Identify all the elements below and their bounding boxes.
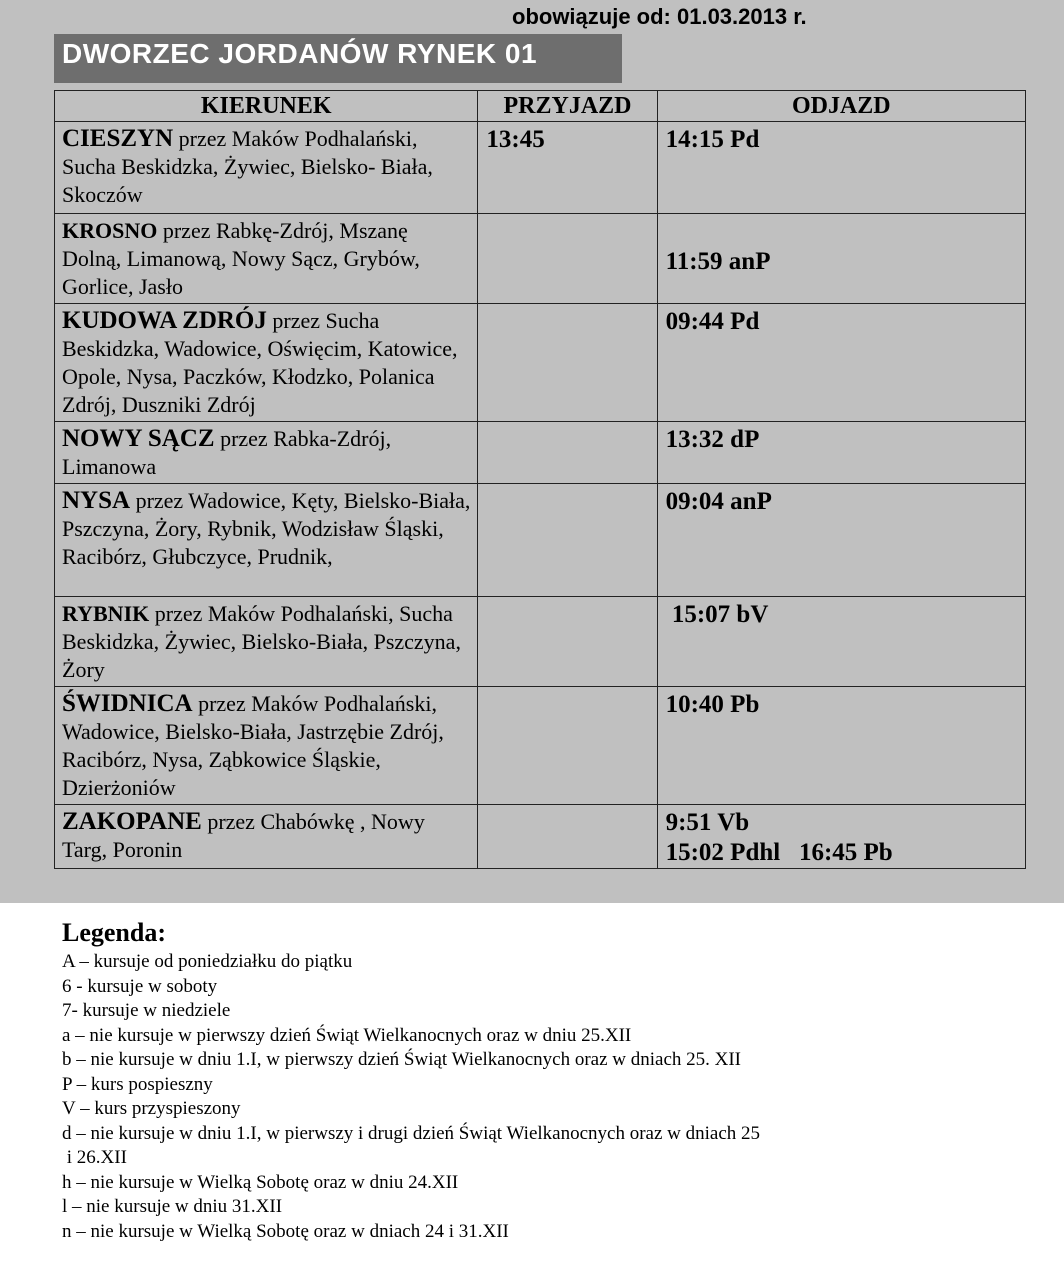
arrival-cell: [478, 597, 657, 687]
direction-cell: [55, 422, 478, 484]
arrival-cell: [478, 422, 657, 484]
departure-cell: [657, 484, 1025, 597]
column-header-arrival: PRZYJAZD: [478, 91, 657, 122]
departure-time: 10:40 Pb: [665, 691, 760, 718]
departure-cell: [657, 422, 1025, 484]
arrival-cell: [478, 687, 657, 805]
table-row: [55, 687, 1026, 805]
direction-cell: [55, 214, 478, 304]
arrival-time: 13:45: [486, 126, 545, 153]
direction-cell: [55, 597, 478, 687]
table-row: [55, 422, 1026, 484]
direction-cell: [55, 304, 478, 422]
departure-cell: [657, 805, 1025, 869]
legend-item: l – nie kursuje w dniu 31.XII: [62, 1196, 283, 1217]
route-via: przez Rabkę-Zdrój, Mszanę Dolną, Limanową, Nowy Sącz, Grybów, Gorlice, Jasło: [62, 218, 420, 299]
direction-cell: [55, 484, 478, 597]
route-via: przez Wadowice, Kęty, Bielsko-Biała, Pszczyna, Żory, Rybnik, Wodzisław Śląski, Racibórz, Głubczyce, Prudnik,: [62, 488, 471, 569]
legend-item: A – kursuje od poniedziałku do piątku: [62, 951, 353, 972]
destination-name: NOWY SĄCZ: [62, 425, 215, 452]
destination-name: ŚWIDNICA: [62, 690, 193, 717]
route-via: przez Chabówkę , Nowy Targ, Poronin: [62, 809, 425, 862]
departure-table: [54, 90, 1026, 869]
table-row: [55, 597, 1026, 687]
legend: [62, 916, 1022, 1244]
table-row: [55, 122, 1026, 214]
legend-item: 6 - kursuje w soboty: [62, 975, 218, 997]
table-header-row: [55, 91, 1026, 122]
table-row: [55, 214, 1026, 304]
direction-cell: [55, 805, 478, 869]
arrival-cell: [478, 304, 657, 422]
departure-time: 11:59 anP: [665, 248, 771, 275]
destination-name: KUDOWA ZDRÓJ: [62, 307, 267, 334]
legend-title: Legenda:: [62, 918, 166, 947]
legend-item: a – nie kursuje w pierwszy dzień Świąt Wielkanocnych oraz w dniu 25.XII: [62, 1024, 632, 1046]
destination-name: ZAKOPANE: [62, 808, 202, 835]
legend-item: n – nie kursuje w Wielką Sobotę oraz w dniach 24 i 31.XII: [62, 1220, 509, 1242]
departure-cell: [657, 687, 1025, 805]
route-via: przez Rabka-Zdrój, Limanowa: [62, 426, 392, 479]
legend-list: [62, 950, 1022, 1244]
direction-cell: [55, 122, 478, 214]
arrival-cell: [478, 214, 657, 304]
arrival-cell: [478, 805, 657, 869]
departure-time: 15:07 bV: [665, 601, 769, 628]
direction-cell: [55, 687, 478, 805]
legend-item: d – nie kursuje w dniu 1.I, w pierwszy i drugi dzień Świąt Wielkanocnych oraz w dniach 25: [62, 1122, 761, 1144]
table-row: [55, 304, 1026, 422]
destination-name: KROSNO: [62, 218, 158, 243]
departure-time: 9:51 Vb: [665, 809, 750, 836]
departure-time: 15:02 Pdhl 16:45 Pb: [665, 839, 893, 866]
valid-from-date: obowiązuje od: 01.03.2013 r.: [512, 4, 807, 29]
departure-cell: [657, 304, 1025, 422]
arrival-cell: [478, 484, 657, 597]
column-header-direction: KIERUNEK: [55, 91, 478, 122]
route-via: przez Maków Podhalański, Sucha Beskidzka, Żywiec, Bielsko-Biała, Pszczyna, Żory: [62, 601, 461, 682]
destination-name: RYBNIK: [62, 601, 150, 626]
departure-time: 09:44 Pd: [665, 308, 760, 335]
table-row: [55, 805, 1026, 869]
arrival-cell: [478, 122, 657, 214]
destination-name: NYSA: [62, 487, 131, 514]
legend-item: V – kurs przyspieszony: [62, 1098, 241, 1119]
destination-name: CIESZYN: [62, 125, 174, 152]
departure-time: 13:32 dP: [665, 426, 760, 453]
legend-item: P – kurs pospieszny: [62, 1073, 213, 1095]
departure-time: 09:04 anP: [665, 488, 772, 515]
legend-item: 7- kursuje w niedziele: [62, 1000, 231, 1021]
route-via: przez Maków Podhalański, Sucha Beskidzka, Żywiec, Bielsko- Biała, Skoczów: [62, 126, 433, 207]
station-title: DWORZEC JORDANÓW RYNEK 01: [62, 38, 538, 69]
legend-item: i 26.XII: [62, 1147, 127, 1168]
legend-item: b – nie kursuje w dniu 1.I, w pierwszy dzień Świąt Wielkanocnych oraz w dniach 25. XII: [62, 1049, 742, 1070]
departure-time: 14:15 Pd: [665, 126, 760, 153]
column-header-departure: ODJAZD: [657, 91, 1025, 122]
departure-cell: [657, 122, 1025, 214]
route-via: przez Sucha Beskidzka, Wadowice, Oświęcim, Katowice, Opole, Nysa, Paczków, Kłodzko, Polanica Zdrój, Duszniki Zdrój: [62, 308, 458, 417]
route-via: przez Maków Podhalański, Wadowice, Bielsko-Biała, Jastrzębie Zdrój, Racibórz, Nysa, Ząbkowice Śląskie, Dzierżoniów: [62, 691, 444, 800]
legend-item: h – nie kursuje w Wielką Sobotę oraz w dniu 24.XII: [62, 1171, 459, 1193]
table-row: [55, 484, 1026, 597]
departure-cell: [657, 597, 1025, 687]
departure-cell: [657, 214, 1025, 304]
departure-time: [666, 217, 1017, 247]
